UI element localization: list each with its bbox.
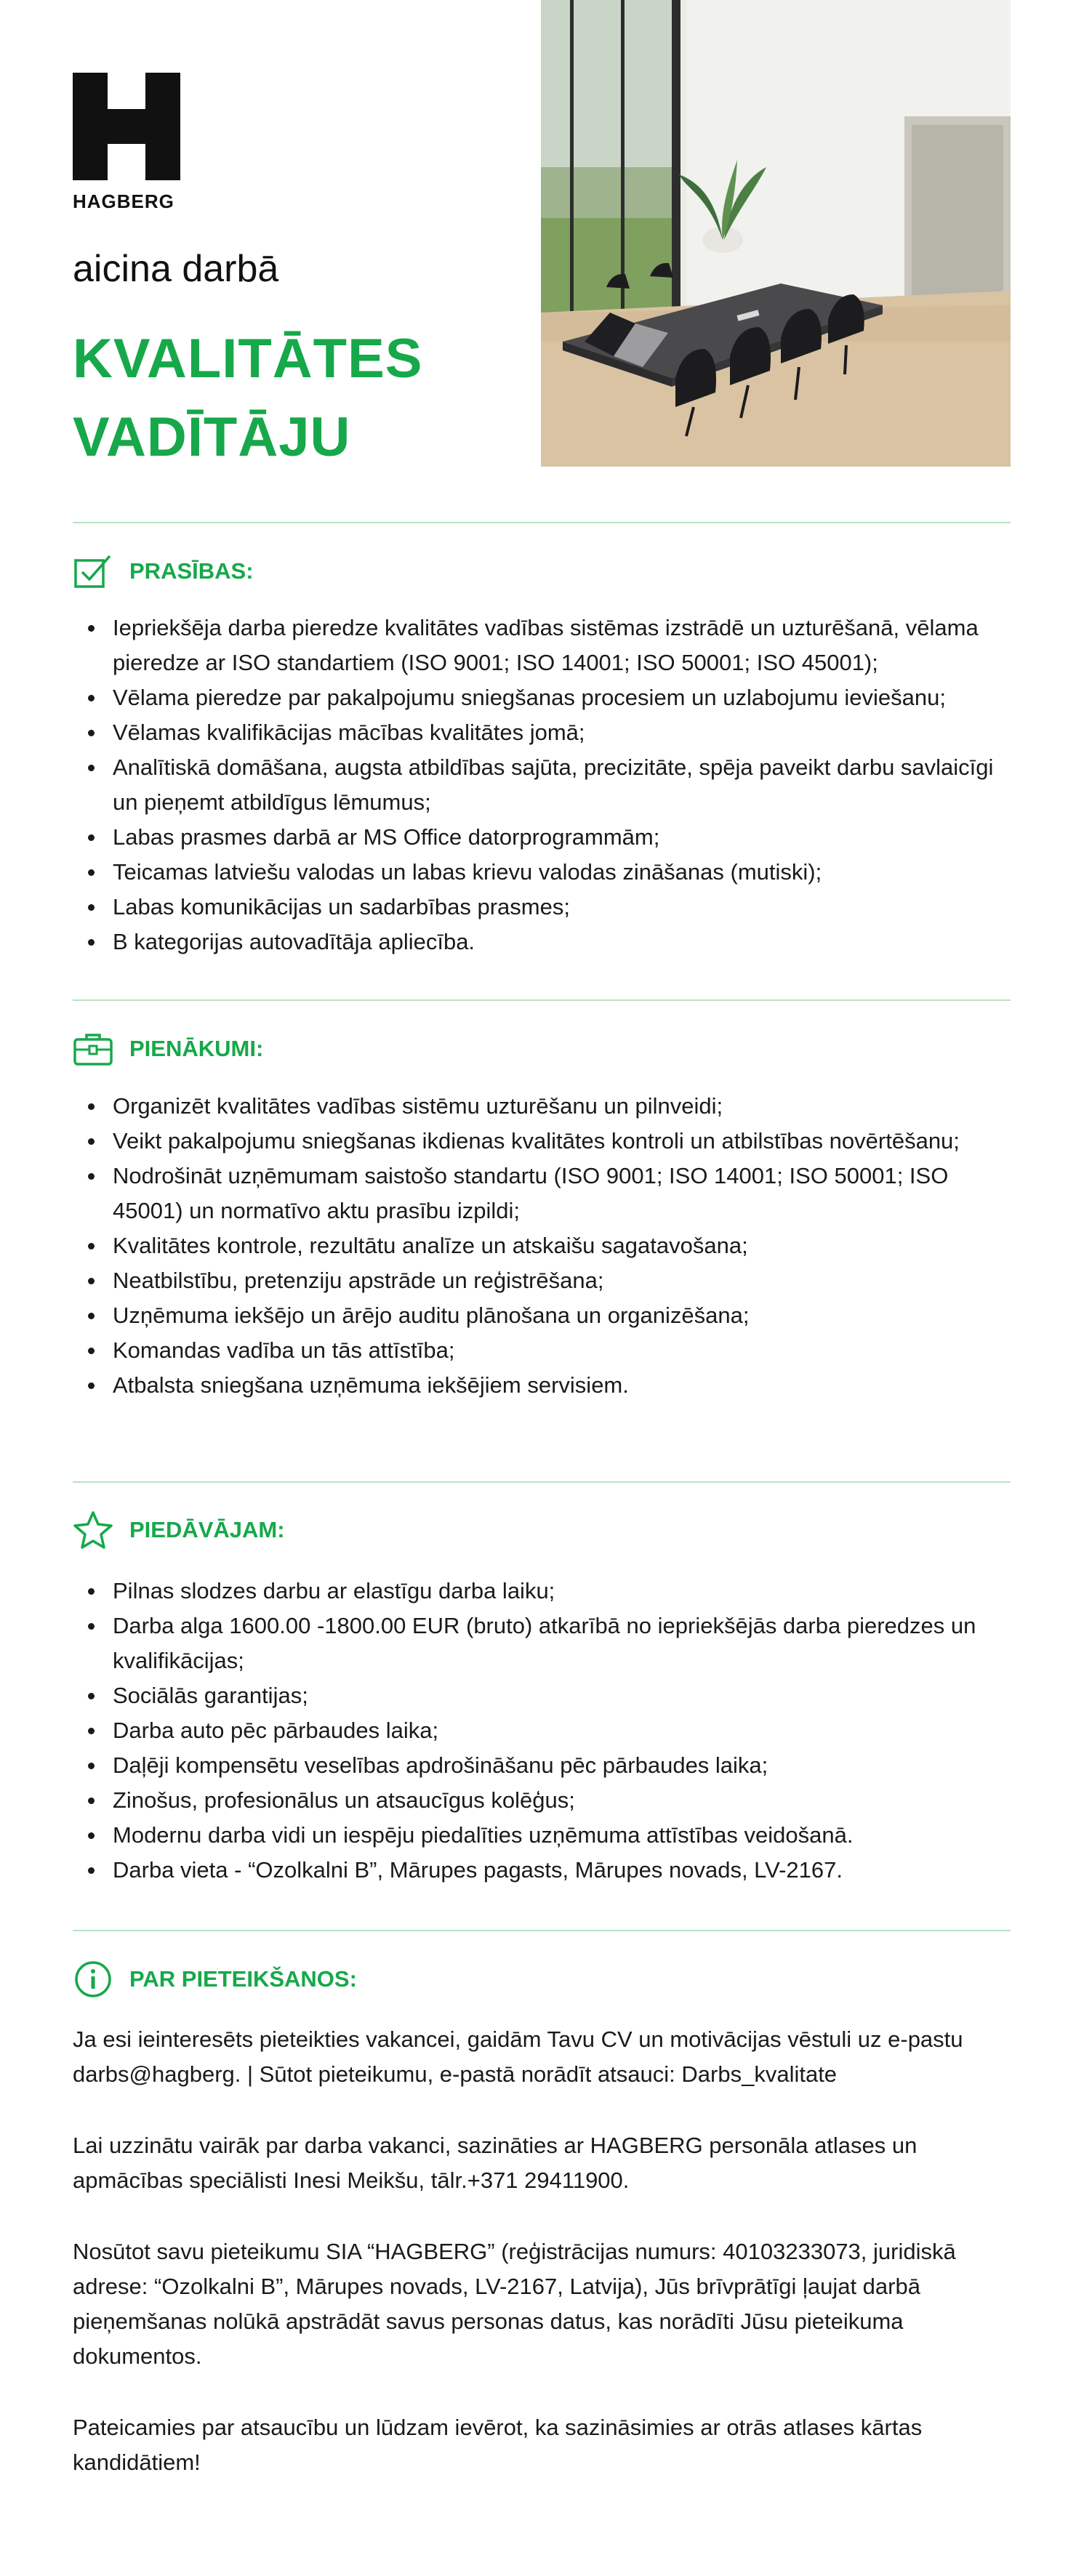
list-item: Nodrošināt uzņēmumam saistošo standartu (ISO 9001; ISO 14001; ISO 50001; ISO 45001) un normatīvo aktu prasību izpildi; <box>73 1159 1003 1228</box>
job-title-line-2: VADĪTĀJU <box>73 406 351 468</box>
invite-text: aicina darbā <box>73 248 279 290</box>
office-photo <box>541 0 1011 467</box>
list-item: Pilnas slodzes darbu ar elastīgu darba laiku; <box>73 1574 1003 1609</box>
section-divider <box>73 1930 1011 1931</box>
list-item: Darba auto pēc pārbaudes laika; <box>73 1713 1003 1748</box>
offer-label: PIEDĀVĀJAM: <box>129 1517 285 1542</box>
section-divider <box>73 522 1011 523</box>
list-item: Atbalsta sniegšana uzņēmuma iekšējiem servisiem. <box>73 1368 1003 1403</box>
apply-paragraph-1: Ja esi ieinteresēts pieteikties vakancei, gaidām Tavu CV un motivācijas vēstuli uz e-pastu darbs@hagberg. | Sūtot pieteikumu, e-pastā norādīt atsauci: Darbs_kvalitate <box>73 2026 963 2087</box>
list-item: Kvalitātes kontrole, rezultātu analīze un atskaišu sagatavošana; <box>73 1228 1003 1263</box>
list-item: Teicamas latviešu valodas un labas krievu valodas zināšanas (mutiski); <box>73 855 1003 890</box>
duties-label: PIENĀKUMI: <box>129 1036 264 1061</box>
requirements-list <box>73 611 1003 959</box>
apply-paragraph-3: Nosūtot savu pieteikumu SIA “HAGBERG” (reģistrācijas numurs: 40103233073, juridiskā adrese: “Ozolkalni B”, Mārupes novads, LV-2167, Latvija), Jūs brīvprātīgi ļaujat darbā pieņemšanas nolūkā apstrādāt savus personas datus, kas norādīti Jūsu pieteikuma dokumentos. <box>73 2239 956 2369</box>
logo-text: HAGBERG <box>73 190 174 212</box>
offer-list <box>73 1574 1003 1888</box>
list-item: Modernu darba vidi un iespēju piedalīties uzņēmuma attīstības veidošanā. <box>73 1818 1003 1853</box>
list-item: Organizēt kvalitātes vadības sistēmu uzturēšanu un pilnveidi; <box>73 1089 1003 1124</box>
list-item: Darba vieta - “Ozolkalni B”, Mārupes pagasts, Mārupes novads, LV-2167. <box>73 1853 1003 1888</box>
apply-paragraph-2: Lai uzzinātu vairāk par darba vakanci, sazināties ar HAGBERG personāla atlases un apmācības speciālisti Inesi Meikšu, tālr.+371 29411900. <box>73 2133 918 2193</box>
hagberg-logo <box>73 73 182 213</box>
duties-list <box>73 1089 1003 1403</box>
list-item: Darba alga 1600.00 -1800.00 EUR (bruto) atkarībā no iepriekšējās darba pieredzes un kvalifikācijas; <box>73 1609 1003 1678</box>
apply-paragraph-4: Pateicamies par atsaucību un lūdzam ievērot, ka sazināsimies ar otrās atlases kārtas kandidātiem! <box>73 2415 923 2475</box>
section-divider <box>73 999 1011 1001</box>
list-item: Zinošus, profesionālus un atsaucīgus kolēģus; <box>73 1783 1003 1818</box>
apply-heading <box>73 1959 357 2000</box>
requirements-label: PRASĪBAS: <box>129 558 254 584</box>
list-item: Veikt pakalpojumu sniegšanas ikdienas kvalitātes kontroli un atbilstības novērtēšanu; <box>73 1124 1003 1159</box>
list-item: Labas prasmes darbā ar MS Office datorprogrammām; <box>73 820 1003 855</box>
list-item: Analītiskā domāšana, augsta atbildības sajūta, precizitāte, spēja paveikt darbu savlaicīgi un pieņemt atbildīgus lēmumus; <box>73 750 1003 820</box>
info-icon <box>73 1959 113 2000</box>
list-item: Neatbilstību, pretenziju apstrāde un reģistrēšana; <box>73 1263 1003 1298</box>
briefcase-icon <box>73 1029 113 1069</box>
job-title-line-1: KVALITĀTES <box>73 328 423 390</box>
list-item: Labas komunikācijas un sadarbības prasmes; <box>73 890 1003 925</box>
list-item: Daļēji kompensētu veselības apdrošināšanu pēc pārbaudes laika; <box>73 1748 1003 1783</box>
list-item: Komandas vadība un tās attīstība; <box>73 1333 1003 1368</box>
job-title <box>73 320 422 477</box>
duties-heading <box>73 1029 263 1069</box>
checkbox-check-icon <box>73 551 113 592</box>
section-divider <box>73 1481 1011 1483</box>
list-item: Vēlamas kvalifikācijas mācības kvalitātes jomā; <box>73 715 1003 750</box>
apply-label: PAR PIETEIKŠANOS: <box>129 1966 357 1992</box>
list-item: B kategorijas autovadītāja apliecība. <box>73 925 1003 959</box>
list-item: Vēlama pieredze par pakalpojumu sniegšanas procesiem un uzlabojumu ieviešanu; <box>73 680 1003 715</box>
list-item: Sociālās garantijas; <box>73 1678 1003 1713</box>
star-icon <box>73 1510 113 1550</box>
logo-h-mark <box>73 73 180 180</box>
requirements-heading <box>73 551 254 592</box>
list-item: Iepriekšēja darba pieredze kvalitātes vadības sistēmas izstrādē un uzturēšanā, vēlama pieredze ar ISO standartiem (ISO 9001; ISO 14001; ISO 50001; ISO 45001); <box>73 611 1003 680</box>
offer-heading <box>73 1510 285 1550</box>
list-item: Uzņēmuma iekšējo un ārējo auditu plānošana un organizēšana; <box>73 1298 1003 1333</box>
